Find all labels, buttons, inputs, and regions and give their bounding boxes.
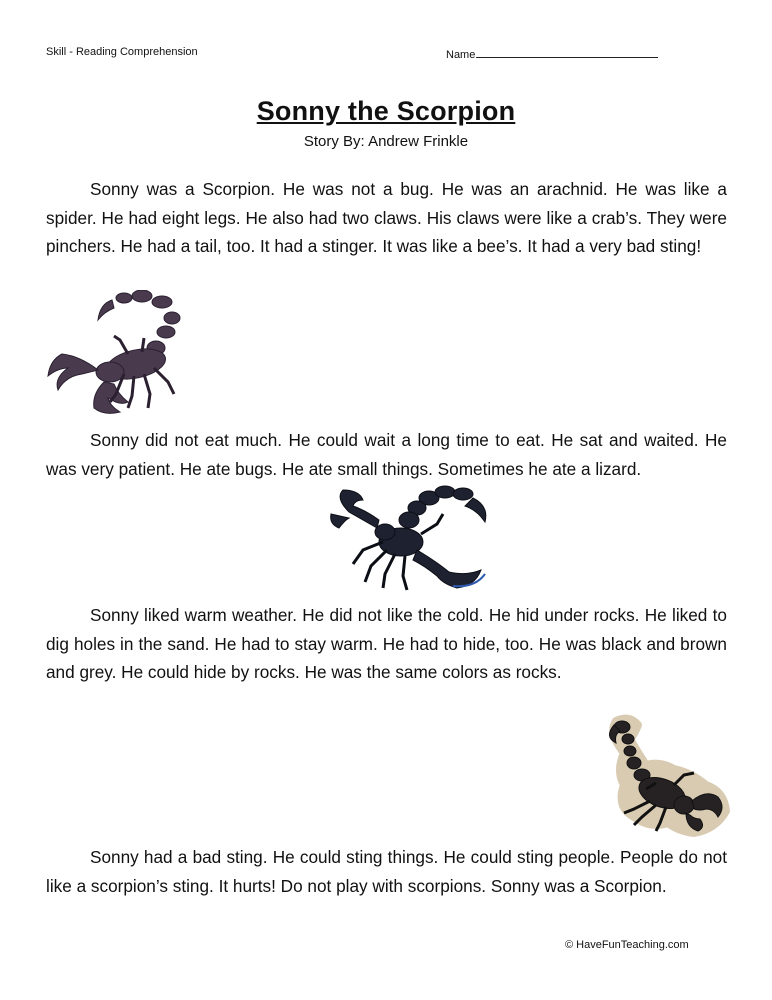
name-blank-line — [476, 46, 658, 58]
story-paragraph: Sonny was a Scorpion. He was not a bug. He was an arachnid. He was like a spider. He had eight legs. He also had two claws. His claws were like a crab’s. They were pinchers. He had a tail, too. It had a stinger. It was like a bee’s. It had a very bad sting! — [46, 179, 727, 256]
story-byline: Story By: Andrew Frinkle — [303, 133, 469, 150]
skill-label: Skill - Reading Comprehension — [46, 46, 198, 58]
name-label: Name — [446, 49, 476, 61]
story-paragraph: Sonny did not eat much. He could wait a long time to eat. He sat and waited. He was very patient. He ate bugs. He ate small things. Sometimes he ate a lizard. — [46, 430, 727, 479]
name-field — [446, 46, 658, 61]
scorpion-illustration — [594, 713, 732, 841]
scorpion-illustration — [44, 290, 184, 420]
story-paragraph: Sonny had a bad sting. He could sting things. He could sting people. People do not like a scorpion’s sting. It hurts! Do not play with scorpions. Sonny was a Scorpion. — [46, 847, 727, 896]
scorpion-illustration — [325, 484, 495, 596]
page-title: Sonny the Scorpion — [256, 96, 516, 126]
story-paragraph: Sonny liked warm weather. He did not like the cold. He hid under rocks. He liked to dig holes in the sand. He had to stay warm. He had to hide, too. He was black and brown and grey. He could hide by rocks. He was the same colors as rocks. — [46, 605, 727, 682]
copyright-footer: © HaveFunTeaching.com — [565, 939, 689, 951]
